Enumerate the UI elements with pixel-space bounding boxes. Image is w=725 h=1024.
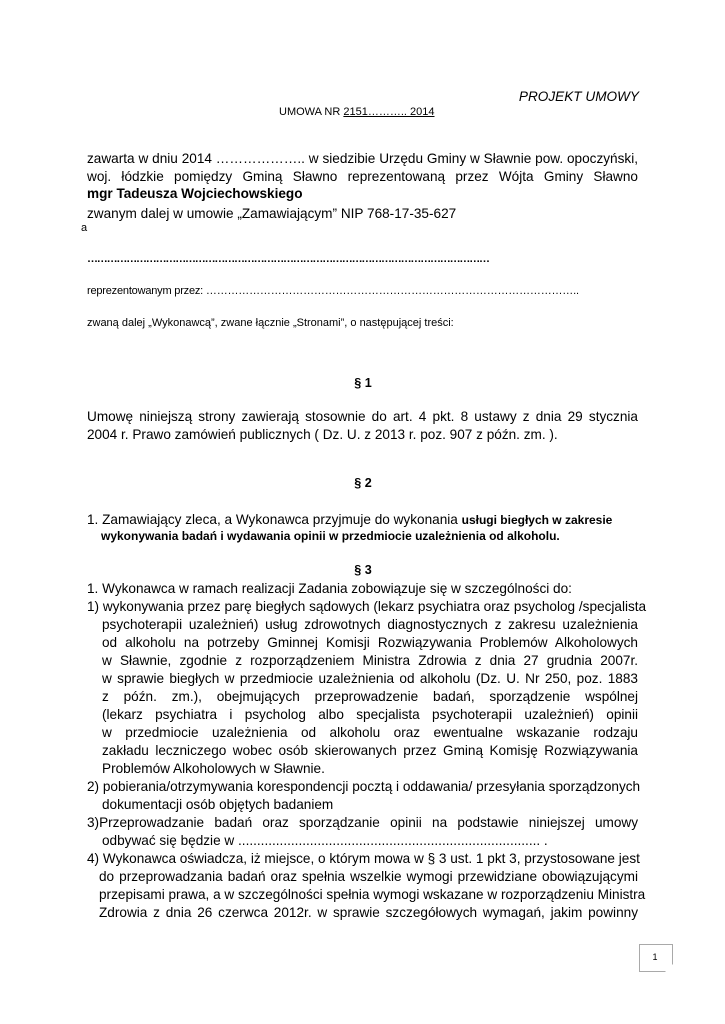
section-3-line-12: 2) pobierania/otrzymywania korespondencji pocztą i oddawania/ przesyłania sporządzonych — [87, 779, 641, 794]
section-3-line-11: Problemów Alkoholowych w Sławnie. — [102, 761, 325, 776]
section-1-line-1: Umowę niniejszą strony zawierają stosownie do art. 4 pkt. 8 ustawy z dnia 29 stycznia — [87, 409, 638, 424]
contractor-dots: …………………………………………………………………………………………………………… — [87, 253, 489, 265]
projekt-label: PROJEKT UMOWY — [518, 89, 639, 104]
umowa-number: 2151……….. 2014 — [343, 106, 435, 118]
section-2-line-1 — [87, 511, 612, 529]
section-3-line-16: 4) Wykonawca oświadcza, iż miejsce, o którym mowa w § 3 ust. 1 pkt 3, przystosowane jest — [87, 851, 640, 866]
section-3-line-13: dokumentacji osób objętych badaniem — [102, 797, 334, 812]
section-3-line-8: (lekarz psychiatra i psycholog albo specjalista psychoterapii uzależnień) opinii — [102, 707, 638, 722]
umowa-prefix: UMOWA NR — [279, 106, 344, 118]
section-1-title: § 1 — [354, 376, 372, 390]
umowa-title — [279, 106, 435, 119]
section-3-line-18: przepisami prawa, a w szczególności spełnia wymogi wskazane w rozporządzeniu Ministra — [99, 887, 646, 902]
contractor-definition: zwaną dalej „Wykonawcą”, zwane łącznie „Stronami”, o następującej treści: — [87, 317, 454, 329]
section-3-line-3: psychoterapii uzależnień) usług zdrowotnych diagnostycznych z zakresu uzależnienia — [102, 617, 638, 632]
section-3-line-17: do przeprowadzania badań oraz spełnia wszelkie wymogi przewidziane obowiązującymi — [99, 869, 638, 884]
section-3-line-6: w sprawie biegłych w przedmiocie uzależnienia od alkoholu (Dz. U. Nr 250, poz. 1883 — [102, 671, 638, 686]
section-3-line-14: 3)Przeprowadzanie badań oraz sporządzanie opinii na podstawie niniejszej umowy — [87, 815, 638, 830]
section-1-line-2: 2004 r. Prawo zamówień publicznych ( Dz. U. z 2013 r. poz. 907 z późn. zm. ). — [87, 427, 558, 442]
section-2-line-1-bold: usługi biegłych w zakresie — [461, 513, 613, 527]
section-3-line-9: w przedmiocie uzależnienia od alkoholu oraz ewentualne wskazanie rodzaju — [102, 725, 638, 740]
section-3-title: § 3 — [354, 563, 372, 577]
represented-by: reprezentowanym przez: ………………………………………………………………………………………….. — [87, 285, 579, 297]
section-3-line-1: 1. Wykonawca w ramach realizacji Zadania zobowiązuje się w szczególności do: — [87, 581, 572, 596]
section-3-line-15: odbywać się będzie w ................................................................................ . — [102, 833, 548, 848]
intro-line-3: mgr Tadeusza Wojciechowskiego — [87, 186, 303, 201]
page-number: 1 — [652, 952, 658, 962]
section-3-line-7: z późn. zm.), obejmujących przeprowadzenie badań, sporządzenie wspólnej — [102, 689, 638, 704]
intro-line-5: a — [81, 222, 88, 234]
section-3-line-10: zakładu leczniczego wobec osób skierowanych przez Gminą Komisję Rozwiązywania — [102, 743, 638, 758]
section-3-line-4: od alkoholu na potrzeby Gminnej Komisji Rozwiązywania Problemów Alkoholowych — [102, 635, 638, 650]
intro-line-4: zwanym dalej w umowie „Zamawiającym” NIP 768-17-35-627 — [87, 206, 457, 221]
section-3-line-5: w Sławnie, zgodnie z rozporządzeniem Ministra Zdrowia z dnia 27 grudnia 2007r. — [102, 653, 638, 668]
page-number-box — [639, 944, 673, 972]
section-3-line-19: Zdrowia z dnia 26 czerwca 2012r. w sprawie szczegółowych wymagań, jakim powinny — [99, 905, 638, 920]
intro-line-1: zawarta w dniu 2014 ……………….. w siedzibie Urzędu Gminy w Sławnie pow. opoczyński, — [87, 151, 638, 166]
section-2-title: § 2 — [354, 476, 372, 490]
section-3-line-2: 1) wykonywania przez parę biegłych sądowych (lekarz psychiatra oraz psycholog /specjalista — [87, 599, 647, 614]
section-2-line-2: wykonywania badań i wydawania opinii w przedmiocie uzależnienia od alkoholu. — [101, 529, 560, 543]
section-2-line-1-normal: 1. Zamawiający zleca, a Wykonawca przyjmuje do wykonania — [87, 512, 462, 527]
intro-line-2: woj. łódzkie pomiędzy Gminą Sławno reprezentowaną przez Wójta Gminy Sławno — [87, 169, 638, 184]
